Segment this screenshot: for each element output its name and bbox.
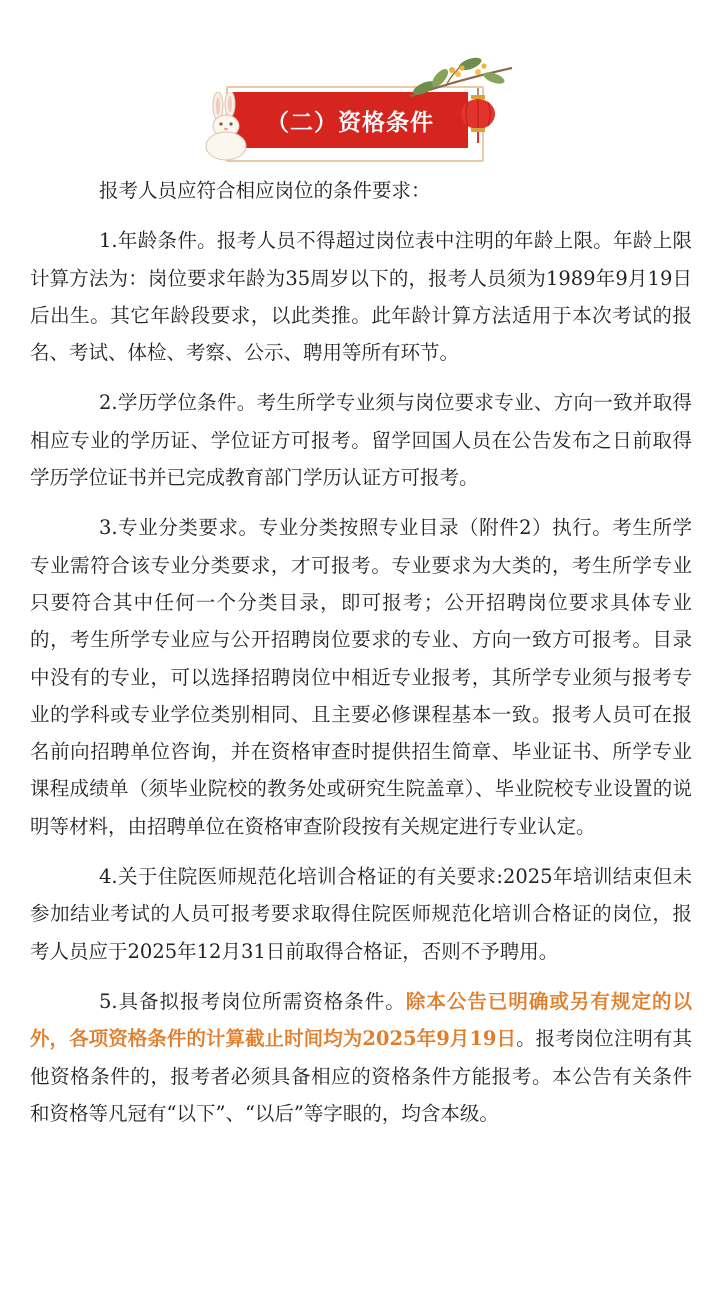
intro-paragraph: 报考人员应符合相应岗位的条件要求：: [99, 179, 431, 202]
section-title: （二）资格条件: [266, 109, 434, 136]
residency-certificate-paragraph: 4.关于住院医师规范化培训合格证的有关要求:2025年培训结束但未参加结业考试的人员可报考要求取得住院医师规范化培训合格证的岗位，报考人员应于2025年12月31日前取得合格证，否则不予聘用。: [30, 865, 692, 963]
article-body: [30, 172, 692, 1145]
deadline-highlight-text: 除本公告已明确或另有规定的以外，各项资格条件的计算截止时间均为2025年9月19日: [30, 989, 692, 1051]
education-requirement-paragraph: 2.学历学位条件。考生所学专业须与岗位要求专业、方向一致并取得相应专业的学历证、学位证方可报考。留学回国人员在公告发布之日前取得学历学位证书并已完成教育部门学历认证方可报考。: [30, 391, 692, 490]
p5-start-text: 5.具备拟报考岗位所需资格条件。: [99, 989, 406, 1013]
major-classification-paragraph: 3.专业分类要求。专业分类按照专业目录（附件2）执行。考生所学专业需符合该专业分类要求，才可报考。专业要求为大类的，考生所学专业只要符合其中任何一个分类目录，即可报考；公开招聘岗位要求具体专业的，考生所学专业应与公开招聘岗位要求的专业、方向一致方可报考。目录中没有的专业，可以选择招聘岗位中相近专业报考，其所学专业须与报考专业的学科或专业学位类别相同、且主要必修课程基本一致。报考人员可在报名前向招聘单位咨询，并在资格审查时提供招生简章、毕业证书、所学专业课程成绩单（须毕业院校的教务处或研究生院盖章）、毕业院校专业设置的说明等材料，由招聘单位在资格审查阶段按有关规定进行专业认定。: [30, 516, 692, 838]
age-requirement-paragraph: 1.年龄条件。报考人员不得超过岗位表中注明的年龄上限。年龄上限计算方法为：岗位要求年龄为35周岁以下的，报考人员须为1989年9月19日后出生。其它年龄段要求，以此类推。此年龄计算方法适用于本次考试的报名、考试、体检、考察、公示、聘用等所有环节。: [30, 229, 692, 365]
lantern-decoration-icon: [456, 88, 500, 144]
section-header-banner: [200, 48, 520, 168]
p5-end-text: 。报考岗位注明有其他资格条件的，报考者必须具备相应的资格条件方能报考。本公告有关条件和资格等凡冠有“以下”、“以后”等字眼的，均含本级。: [30, 1027, 692, 1125]
rabbit-decoration-icon: [200, 92, 256, 162]
qualification-conditions-paragraph: [30, 983, 692, 1132]
